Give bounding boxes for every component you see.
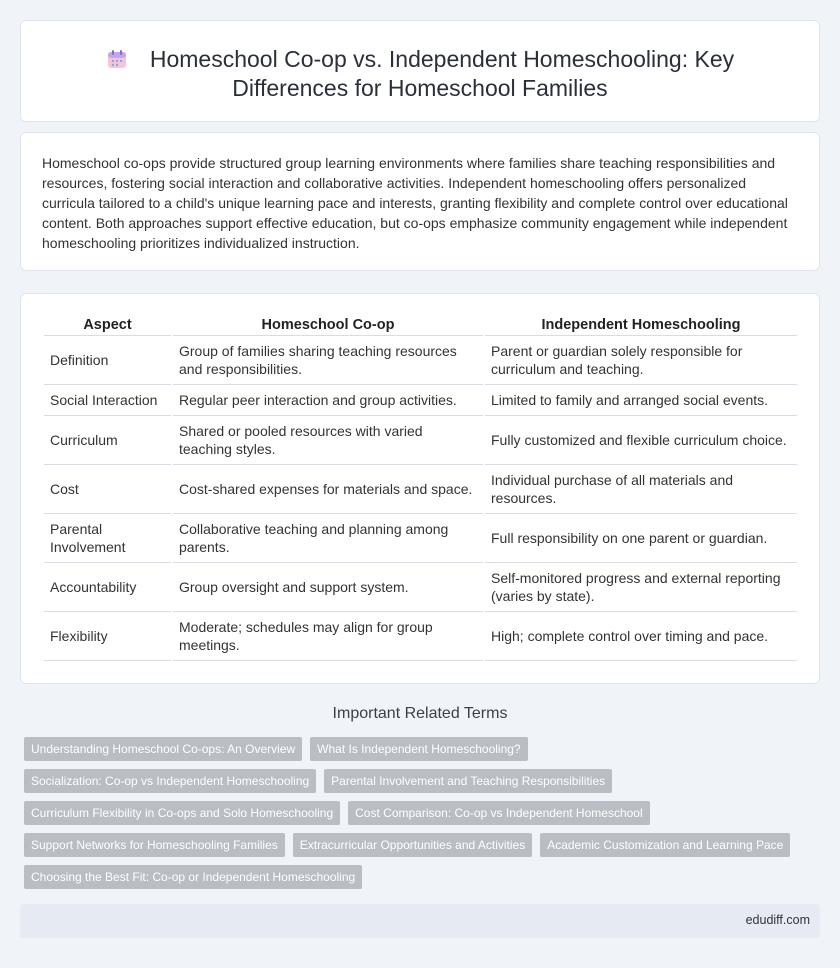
page-title	[61, 45, 779, 103]
table-row	[44, 514, 797, 563]
table-row	[44, 465, 797, 514]
intro-card	[20, 132, 820, 271]
row-independent-value: Individual purchase of all materials and resources.	[485, 465, 797, 514]
footer	[20, 904, 820, 938]
table-row	[44, 563, 797, 612]
related-terms-heading: Important Related Terms	[332, 705, 508, 722]
row-independent-value: Limited to family and arranged social events.	[485, 385, 797, 416]
related-term-link[interactable]: Socialization: Co-op vs Independent Homeschooling	[24, 769, 316, 793]
calendar-icon	[106, 48, 128, 70]
footer-site-name: edudiff.com	[745, 913, 810, 927]
table-row	[44, 416, 797, 465]
row-coop-value: Group oversight and support system.	[173, 563, 483, 612]
row-independent-value: Parent or guardian solely responsible for curriculum and teaching.	[485, 336, 797, 385]
related-term-link[interactable]: Support Networks for Homeschooling Families	[24, 833, 285, 857]
related-term-link[interactable]: What Is Independent Homeschooling?	[310, 737, 527, 761]
related-term-link[interactable]: Curriculum Flexibility in Co-ops and Solo Homeschooling	[24, 801, 340, 825]
related-term-link[interactable]: Choosing the Best Fit: Co-op or Independent Homeschooling	[24, 865, 362, 889]
row-coop-value: Regular peer interaction and group activities.	[173, 385, 483, 416]
row-independent-value: High; complete control over timing and pace.	[485, 612, 797, 661]
comparison-card	[20, 293, 820, 684]
intro-paragraph: Homeschool co-ops provide structured group learning environments where families share teaching responsibilities and resources, fostering social interaction and collaborative activities. Independent homeschooling offers personalized curricula tailored to a child's unique learning pace and interests, granting flexibility and complete control over educational content. Both approaches support effective education, but co-ops emphasize community engagement while independent homeschooling prioritizes individualized instruction.	[42, 155, 788, 251]
row-aspect: Definition	[44, 336, 171, 385]
table-row	[44, 385, 797, 416]
comparison-table	[42, 316, 799, 661]
row-aspect: Parental Involvement	[44, 514, 171, 563]
row-coop-value: Shared or pooled resources with varied teaching styles.	[173, 416, 483, 465]
title-card	[20, 20, 820, 122]
row-aspect: Curriculum	[44, 416, 171, 465]
table-row	[44, 612, 797, 661]
related-term-link[interactable]: Cost Comparison: Co-op vs Independent Homeschool	[348, 801, 649, 825]
related-term-link[interactable]: Understanding Homeschool Co-ops: An Overview	[24, 737, 302, 761]
related-term-link[interactable]: Extracurricular Opportunities and Activities	[293, 833, 532, 857]
row-coop-value: Group of families sharing teaching resources and responsibilities.	[173, 336, 483, 385]
table-header-row	[44, 316, 797, 336]
row-coop-value: Moderate; schedules may align for group meetings.	[173, 612, 483, 661]
row-aspect: Cost	[44, 465, 171, 514]
related-term-link[interactable]: Academic Customization and Learning Pace	[540, 833, 790, 857]
row-independent-value: Self-monitored progress and external reporting (varies by state).	[485, 563, 797, 612]
column-header-coop: Homeschool Co-op	[173, 316, 483, 336]
row-independent-value: Full responsibility on one parent or guardian.	[485, 514, 797, 563]
row-aspect: Flexibility	[44, 612, 171, 661]
related-term-link[interactable]: Parental Involvement and Teaching Responsibilities	[324, 769, 612, 793]
table-row	[44, 336, 797, 385]
row-independent-value: Fully customized and flexible curriculum choice.	[485, 416, 797, 465]
row-coop-value: Cost-shared expenses for materials and space.	[173, 465, 483, 514]
column-header-aspect: Aspect	[44, 316, 171, 336]
related-terms-list	[24, 737, 824, 897]
row-coop-value: Collaborative teaching and planning among parents.	[173, 514, 483, 563]
page-title-text: Homeschool Co-op vs. Independent Homeschooling: Key Differences for Homeschool Families	[149, 46, 735, 101]
row-aspect: Social Interaction	[44, 385, 171, 416]
column-header-independent: Independent Homeschooling	[485, 316, 797, 336]
row-aspect: Accountability	[44, 563, 171, 612]
